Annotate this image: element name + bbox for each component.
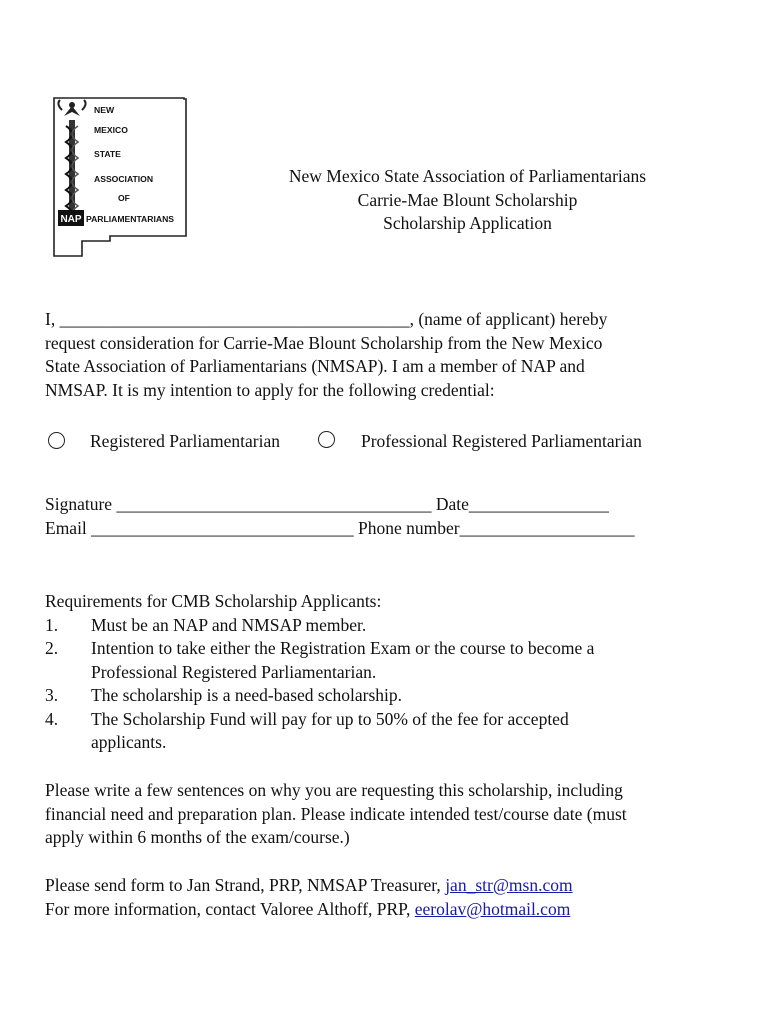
form-title <box>180 165 755 236</box>
contact-section <box>45 874 745 921</box>
more-info-line: For more information, contact Valoree Althoff, PRP, eerolav@hotmail.com <box>45 898 571 919</box>
svg-text:ASSOCIATION: ASSOCIATION <box>94 174 154 184</box>
list-item: 1. Must be an NAP and NMSAP member. <box>45 614 367 635</box>
title-form-type: Scholarship Application <box>383 213 552 233</box>
essay-instructions: Please write a few sentences on why you are requesting this scholarship, including financial need and preparation plan. Please indicate intended test/course date (must apply within 6 months of the exam/course.) <box>45 780 627 847</box>
applicant-name-line[interactable]: I, ________________________________________, (name of applicant) hereby <box>45 309 608 329</box>
requirements-section <box>45 590 745 755</box>
requirements-heading: Requirements for CMB Scholarship Applicants: <box>45 591 382 611</box>
new-mexico-map-graphic <box>52 96 190 258</box>
nmsap-logo <box>52 96 190 258</box>
send-form-line: Please send form to Jan Strand, PRP, NMSAP Treasurer, jan_str@msn.com <box>45 875 573 895</box>
option-label-professional: Professional Registered Parliamentarian <box>361 431 642 451</box>
applicant-fields <box>45 493 745 540</box>
title-organization: New Mexico State Association of Parliamentarians <box>288 166 647 186</box>
svg-text:NAP: NAP <box>60 214 82 225</box>
svg-text:NEW: NEW <box>94 105 115 115</box>
list-item: 3. The scholarship is a need-based scholarship. <box>45 685 403 705</box>
svg-text:STATE: STATE <box>94 149 121 159</box>
option-label-registered: Registered Parliamentarian <box>90 431 280 451</box>
list-item: 2. Intention to take either the Registration Exam or the course to become a Professional Registered Parliamentarian. <box>45 638 595 682</box>
title-scholarship: Carrie-Mae Blount Scholarship <box>357 189 578 210</box>
email-phone-field[interactable]: Email ______________________________ Phone number____________________ <box>45 517 635 538</box>
radio-registered-parliamentarian[interactable] <box>48 432 65 449</box>
info-email-link[interactable]: eerolav@hotmail.com <box>414 898 571 919</box>
radio-professional-registered-parliamentarian[interactable] <box>318 431 335 448</box>
treasurer-email-link[interactable]: jan_str@msn.com <box>445 875 573 895</box>
applicant-statement: I, ________________________________________, (name of applicant) hereby request consideration for Carrie-Mae Blount Scholarship from the New Mexico State Association of Parliamentarians (NMSAP). I am a member of NAP and NMSAP. It is my intention to apply for the following credential: <box>45 308 745 402</box>
signature-date-field[interactable]: Signature ____________________________________ Date________________ <box>45 494 609 514</box>
svg-text:PARLIAMENTARIANS: PARLIAMENTARIANS <box>86 214 175 224</box>
svg-text:MEXICO: MEXICO <box>94 125 128 135</box>
list-item: 4. The Scholarship Fund will pay for up to 50% of the fee for accepted applicants. <box>45 708 569 752</box>
svg-text:OF: OF <box>118 193 130 203</box>
